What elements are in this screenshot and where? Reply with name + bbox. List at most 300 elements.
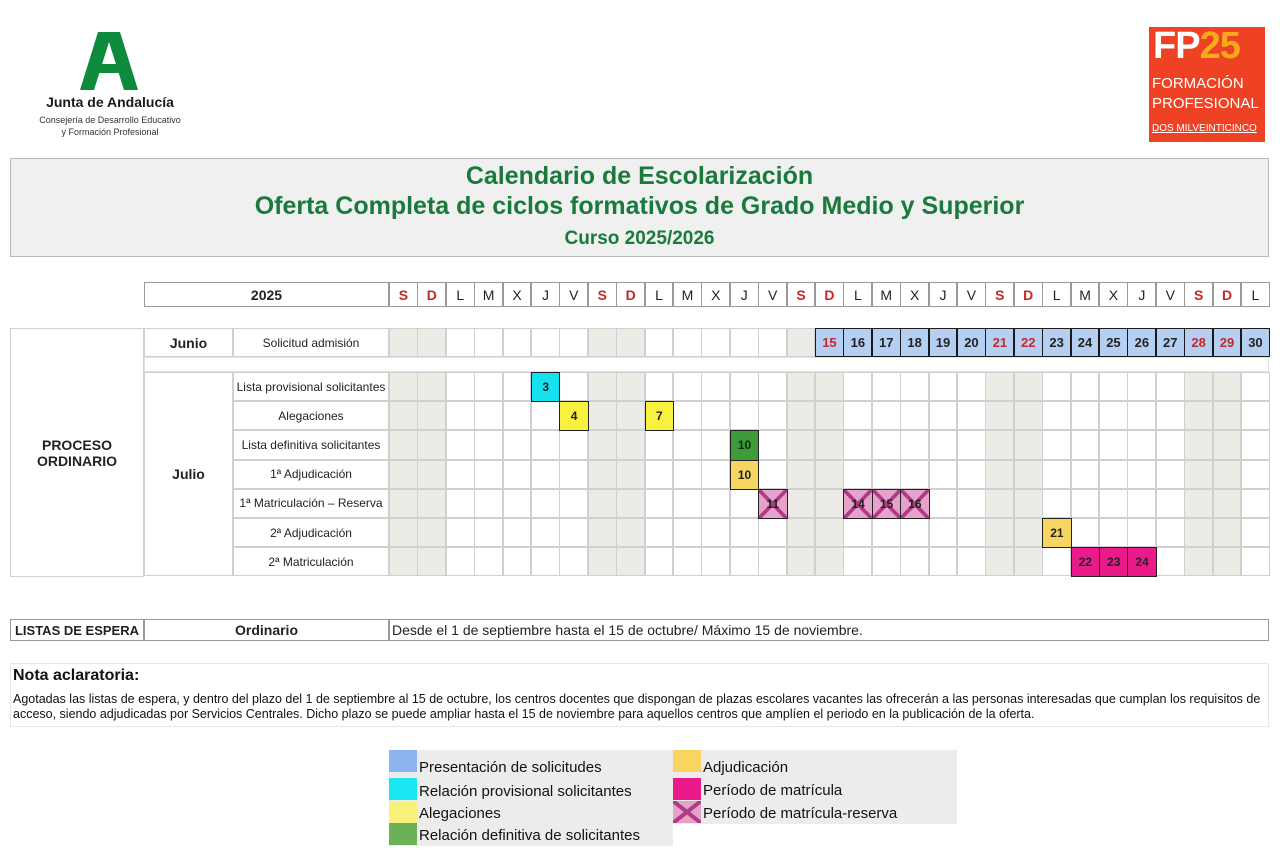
calendar-cell	[531, 489, 560, 518]
calendar-cell	[1042, 372, 1071, 401]
calendar-cell	[474, 328, 503, 357]
calendar-cell	[1127, 489, 1156, 518]
junio-day-cell: 29	[1213, 328, 1242, 357]
calendar-cell	[645, 518, 674, 547]
calendar-cell	[815, 372, 844, 401]
calendar-cell	[1042, 401, 1071, 430]
calendar-cell	[815, 430, 844, 459]
calendar-cell	[389, 547, 418, 576]
day-letter-header: M	[872, 282, 901, 307]
calendar-cell	[1241, 547, 1270, 576]
event-day: 7	[655, 409, 663, 424]
event-mark-matricula-reserva	[843, 489, 872, 519]
calendar-cell	[531, 401, 560, 430]
calendar-cell	[389, 372, 418, 401]
cross-pattern-icon	[673, 801, 701, 823]
activity-label: Alegaciones	[233, 401, 389, 430]
calendar-cell	[1014, 489, 1043, 518]
calendar-cell	[389, 401, 418, 430]
calendar-cell	[1241, 489, 1270, 518]
calendar-cell	[446, 328, 475, 357]
calendar-cell	[1241, 372, 1270, 401]
junio-day-cell: 20	[957, 328, 986, 357]
calendar-cell	[1014, 460, 1043, 489]
legend-label: Alegaciones	[419, 805, 501, 822]
calendar-cell	[1071, 430, 1100, 459]
waitlist-label: LISTAS DE ESPERA	[10, 619, 144, 641]
calendar-cell	[1213, 460, 1242, 489]
calendar-cell	[1213, 430, 1242, 459]
calendar-cell	[1156, 372, 1185, 401]
junio-day-cell: 26	[1127, 328, 1156, 357]
calendar-cell	[900, 547, 929, 576]
calendar-cell	[985, 547, 1014, 576]
junio-day-cell: 30	[1241, 328, 1270, 357]
waitlist-type: Ordinario	[144, 619, 389, 641]
calendar-cell	[701, 518, 730, 547]
junio-day-cell: 27	[1156, 328, 1185, 357]
junio-day-cell: 23	[1042, 328, 1071, 357]
month-junio: Junio	[144, 328, 233, 357]
calendar-cell	[559, 430, 588, 459]
activity-label: Lista definitiva solicitantes	[233, 430, 389, 459]
calendar-cell	[730, 518, 759, 547]
day-letter-header: J	[531, 282, 560, 307]
calendar-cell	[900, 401, 929, 430]
calendar-cell	[503, 430, 532, 459]
calendar-cell	[503, 547, 532, 576]
calendar-cell	[843, 460, 872, 489]
junio-day-cell: 19	[929, 328, 958, 357]
calendar-cell	[957, 372, 986, 401]
day-letter-header: S	[787, 282, 816, 307]
calendar-cell	[1127, 430, 1156, 459]
calendar-cell	[446, 460, 475, 489]
calendar-cell	[701, 489, 730, 518]
calendar-cell	[1156, 401, 1185, 430]
spacer-row	[144, 357, 1269, 372]
calendar-cell	[758, 372, 787, 401]
calendar-cell	[474, 489, 503, 518]
day-letter-header: S	[1184, 282, 1213, 307]
day-letter-header: V	[957, 282, 986, 307]
calendar-cell	[985, 460, 1014, 489]
calendar-cell	[1184, 401, 1213, 430]
day-letter-header: S	[588, 282, 617, 307]
calendar-cell	[389, 460, 418, 489]
calendar-cell	[446, 547, 475, 576]
calendar-cell	[957, 401, 986, 430]
calendar-cell	[389, 328, 418, 357]
calendar-cell	[787, 372, 816, 401]
title-box	[10, 158, 1269, 257]
junio-day-cell: 18	[900, 328, 929, 357]
calendar-cell	[1184, 489, 1213, 518]
calendar-cell	[474, 547, 503, 576]
legend-swatch-relacion-definitiva	[389, 823, 417, 845]
event-mark-matricula	[1099, 547, 1128, 577]
junio-day-cell: 28	[1184, 328, 1213, 357]
calendar-cell	[616, 489, 645, 518]
calendar-cell	[389, 518, 418, 547]
junta-dept-line1: Consejería de Desarrollo Educativo	[39, 115, 181, 125]
calendar-cell	[1099, 372, 1128, 401]
calendar-cell	[1213, 489, 1242, 518]
day-letter-header: D	[417, 282, 446, 307]
calendar-cell	[929, 518, 958, 547]
day-letter-header: S	[985, 282, 1014, 307]
day-letter-header: X	[701, 282, 730, 307]
event-mark-matricula-reserva	[872, 489, 901, 519]
fp25-logo	[1149, 27, 1265, 142]
calendar-cell	[417, 489, 446, 518]
calendar-cell	[758, 401, 787, 430]
calendar-cell	[588, 328, 617, 357]
event-day: 14	[851, 496, 865, 511]
calendar-cell	[730, 328, 759, 357]
calendar-cell	[1127, 401, 1156, 430]
calendar-cell	[758, 328, 787, 357]
calendar-cell	[531, 518, 560, 547]
event-mark-relacion-definitiva	[730, 430, 759, 460]
calendar-cell	[1213, 518, 1242, 547]
calendar-cell	[1241, 430, 1270, 459]
calendar-cell	[843, 547, 872, 576]
calendar-cell	[588, 489, 617, 518]
activity-label: 1ª Adjudicación	[233, 460, 389, 489]
calendar-cell	[1213, 401, 1242, 430]
legend-label: Adjudicación	[703, 759, 789, 776]
calendar-cell	[701, 460, 730, 489]
junio-day-cell: 15	[815, 328, 844, 357]
calendar-cell	[787, 401, 816, 430]
day-letter-header: D	[815, 282, 844, 307]
calendar-cell	[1156, 430, 1185, 459]
event-day: 23	[1107, 555, 1121, 570]
day-letter-header: J	[929, 282, 958, 307]
day-letter-header: L	[446, 282, 475, 307]
calendar-cell	[1184, 460, 1213, 489]
fp25-mark: FP25	[1153, 25, 1240, 67]
calendar-cell	[588, 460, 617, 489]
calendar-cell	[758, 518, 787, 547]
day-letter-header: X	[900, 282, 929, 307]
day-letter-header: L	[1042, 282, 1071, 307]
calendar-cell	[1213, 372, 1242, 401]
calendar-cell	[758, 547, 787, 576]
calendar-cell	[1241, 518, 1270, 547]
calendar-cell	[446, 518, 475, 547]
calendar-cell	[985, 372, 1014, 401]
event-mark-matricula-reserva	[900, 489, 929, 519]
year-header: 2025	[144, 282, 389, 307]
calendar-cell	[474, 460, 503, 489]
calendar-cell	[1184, 372, 1213, 401]
calendar-cell	[843, 372, 872, 401]
calendar-cell	[730, 547, 759, 576]
event-mark-alegaciones	[645, 401, 674, 431]
calendar-cell	[985, 489, 1014, 518]
calendar-cell	[616, 518, 645, 547]
calendar-cell	[929, 430, 958, 459]
junio-day-cell: 21	[985, 328, 1014, 357]
calendar-cell	[701, 547, 730, 576]
day-letter-header: V	[758, 282, 787, 307]
calendar-cell	[417, 430, 446, 459]
calendar-cell	[1213, 547, 1242, 576]
calendar-cell	[616, 460, 645, 489]
calendar-cell	[701, 328, 730, 357]
calendar-cell	[1071, 401, 1100, 430]
junio-day-cell: 17	[872, 328, 901, 357]
calendar-cell	[616, 372, 645, 401]
legend-swatch-alegaciones	[389, 801, 417, 823]
legend-label: Período de matrícula	[703, 782, 843, 799]
calendar-cell	[588, 547, 617, 576]
day-letter-header: D	[1014, 282, 1043, 307]
calendar-cell	[957, 460, 986, 489]
calendar-cell	[673, 372, 702, 401]
event-day: 10	[737, 467, 752, 482]
calendar-cell	[588, 401, 617, 430]
calendar-cell	[559, 518, 588, 547]
calendar-cell	[900, 372, 929, 401]
calendar-cell	[588, 372, 617, 401]
calendar-cell	[815, 460, 844, 489]
calendar-cell	[645, 489, 674, 518]
calendar-cell	[531, 328, 560, 357]
calendar-cell	[645, 372, 674, 401]
calendar-cell	[701, 372, 730, 401]
calendar-cell	[559, 489, 588, 518]
event-day: 10	[737, 438, 752, 453]
calendar-cell	[815, 547, 844, 576]
calendar-cell	[1241, 460, 1270, 489]
note-box	[10, 663, 1269, 727]
note-text: Agotadas las listas de espera, y dentro del plazo del 1 de septiembre al 15 de octubre, los centros docentes que dispongan de plazas escolares vacantes las ofrecerán a las personas interesadas que cumplan los requisitos de acceso, siendo adjudicadas por Servicios Centrales. Dicho plazo se puede ampliar hasta el 15 de noviembre para aquellos centros que amplíen el periodo en la publicación de la oferta.	[13, 692, 1261, 721]
event-day: 15	[879, 496, 894, 511]
calendar-cell	[1184, 518, 1213, 547]
junio-day-cell: 22	[1014, 328, 1043, 357]
calendar-cell	[446, 401, 475, 430]
calendar-cell	[872, 430, 901, 459]
calendar-cell	[730, 401, 759, 430]
calendar-cell	[900, 518, 929, 547]
calendar-cell	[787, 547, 816, 576]
event-day: 3	[542, 380, 550, 395]
calendar-cell	[730, 489, 759, 518]
legend-swatch-relacion-provisional	[389, 778, 417, 800]
calendar-cell	[843, 401, 872, 430]
junta-andalucia-emblem-icon	[20, 28, 200, 94]
legend-label: Presentación de solicitudes	[419, 759, 602, 776]
calendar-cell	[787, 460, 816, 489]
calendar-cell	[1014, 518, 1043, 547]
event-day: 11	[766, 496, 780, 511]
calendar-cell	[673, 328, 702, 357]
calendar-cell	[1042, 430, 1071, 459]
calendar-cell	[588, 518, 617, 547]
calendar-cell	[1042, 547, 1071, 576]
activity-label: Lista provisional solicitantes	[233, 372, 389, 401]
calendar-cell	[645, 430, 674, 459]
calendar-cell	[417, 547, 446, 576]
calendar-cell	[730, 372, 759, 401]
calendar-cell	[673, 518, 702, 547]
legend-label: Relación provisional solicitantes	[419, 783, 632, 800]
day-letter-header: X	[1099, 282, 1128, 307]
event-mark-matricula-reserva	[758, 489, 787, 519]
calendar-cell	[503, 401, 532, 430]
page-subtitle: Oferta Completa de ciclos formativos de Grado Medio y Superior	[254, 192, 1025, 220]
event-mark-matricula	[1127, 547, 1156, 577]
event-day: 16	[908, 496, 922, 511]
day-letter-header: M	[1071, 282, 1100, 307]
calendar-cell	[872, 460, 901, 489]
calendar-cell	[843, 518, 872, 547]
waitlist-text: Desde el 1 de septiembre hasta el 15 de octubre/ Máximo 15 de noviembre.	[389, 619, 1269, 641]
calendar-cell	[1099, 489, 1128, 518]
calendar-cell	[417, 372, 446, 401]
calendar-cell	[673, 430, 702, 459]
calendar-cell	[1156, 460, 1185, 489]
calendar-cell	[417, 460, 446, 489]
proceso-ordinario-label	[10, 328, 144, 577]
calendar-cell	[503, 460, 532, 489]
calendar-cell	[1127, 460, 1156, 489]
calendar-cell	[1042, 489, 1071, 518]
event-mark-adjudicacion	[1042, 518, 1071, 548]
proceso-label-line1: PROCESO	[41, 436, 112, 453]
calendar-cell	[787, 328, 816, 357]
calendar-cell	[503, 489, 532, 518]
calendar-cell	[929, 372, 958, 401]
calendar-cell	[843, 430, 872, 459]
calendar-cell	[872, 372, 901, 401]
day-letter-header: L	[843, 282, 872, 307]
calendar-cell	[559, 460, 588, 489]
calendar-cell	[417, 328, 446, 357]
calendar-cell	[474, 401, 503, 430]
calendar-cell	[559, 372, 588, 401]
course-year: Curso 2025/2026	[564, 228, 715, 249]
legend-swatch-presentacion	[389, 750, 417, 772]
event-mark-alegaciones	[559, 401, 588, 431]
page-title: Calendario de Escolarización	[465, 162, 814, 190]
junta-dept-line2: y Formación Profesional	[61, 127, 159, 137]
event-day: 21	[1050, 526, 1064, 541]
calendar-cell	[1071, 460, 1100, 489]
calendar-cell	[616, 547, 645, 576]
calendar-cell	[872, 401, 901, 430]
calendar-cell	[559, 547, 588, 576]
calendar-cell	[673, 547, 702, 576]
calendar-cell	[673, 401, 702, 430]
calendar-cell	[559, 328, 588, 357]
event-day: 22	[1078, 555, 1092, 570]
calendar-cell	[1099, 518, 1128, 547]
calendar-cell	[872, 547, 901, 576]
calendar-cell	[957, 489, 986, 518]
calendar-cell	[701, 401, 730, 430]
calendar-cell	[900, 460, 929, 489]
legend-swatch-adjudicacion	[673, 750, 701, 772]
legend-label: Período de matrícula-reserva	[703, 805, 898, 822]
calendar-cell	[503, 328, 532, 357]
fp-line3: DOS MILVEINTICINCO	[1152, 123, 1257, 134]
calendar-cell	[787, 518, 816, 547]
event-mark-adjudicacion	[730, 460, 759, 490]
calendar-cell	[815, 489, 844, 518]
calendar-cell	[1156, 489, 1185, 518]
legend-label: Relación definitiva de solicitantes	[419, 827, 640, 844]
note-title: Nota aclaratoria:	[13, 667, 140, 684]
calendar-cell	[1014, 430, 1043, 459]
junio-day-cell: 16	[843, 328, 872, 357]
junta-andalucia-logo	[20, 28, 200, 143]
calendar-cell	[1014, 372, 1043, 401]
calendar-cell	[1014, 401, 1043, 430]
day-letter-header: L	[1241, 282, 1270, 307]
calendar-cell	[645, 547, 674, 576]
event-mark-matricula	[1071, 547, 1100, 577]
calendar-cell	[1184, 547, 1213, 576]
day-letter-header: L	[645, 282, 674, 307]
junio-day-cell: 25	[1099, 328, 1128, 357]
calendar-cell	[503, 518, 532, 547]
calendar-cell	[1127, 518, 1156, 547]
day-letter-header: X	[503, 282, 532, 307]
calendar-cell	[616, 430, 645, 459]
day-letter-header: S	[389, 282, 418, 307]
calendar-cell	[985, 401, 1014, 430]
event-day: 4	[570, 409, 578, 424]
calendar-cell	[1127, 372, 1156, 401]
calendar-cell	[531, 430, 560, 459]
calendar-cell	[389, 430, 418, 459]
calendar-cell	[787, 489, 816, 518]
calendar-cell	[815, 401, 844, 430]
calendar-cell	[957, 547, 986, 576]
calendar-cell	[673, 489, 702, 518]
calendar-cell	[929, 460, 958, 489]
calendar-cell	[1099, 430, 1128, 459]
calendar-cell	[645, 328, 674, 357]
calendar-cell	[985, 430, 1014, 459]
day-letter-header: M	[474, 282, 503, 307]
calendar-cell	[474, 372, 503, 401]
calendar-cell	[616, 401, 645, 430]
legend-swatch-matricula-reserva	[673, 801, 701, 823]
calendar-cell	[929, 547, 958, 576]
calendar-cell	[787, 430, 816, 459]
calendar-cell	[474, 430, 503, 459]
calendar-cell	[1156, 547, 1185, 576]
day-letter-header: V	[1156, 282, 1185, 307]
calendar-cell	[1184, 430, 1213, 459]
calendar-cell	[1156, 518, 1185, 547]
day-letter-header: J	[730, 282, 759, 307]
calendar-cell	[957, 430, 986, 459]
calendar-cell	[446, 372, 475, 401]
activity-label: 2ª Matriculación	[233, 547, 389, 576]
event-day: 24	[1135, 555, 1149, 570]
calendar-cell	[1071, 372, 1100, 401]
calendar-cell	[900, 430, 929, 459]
day-letter-header: V	[559, 282, 588, 307]
calendar-cell	[957, 518, 986, 547]
calendar-cell	[1071, 518, 1100, 547]
